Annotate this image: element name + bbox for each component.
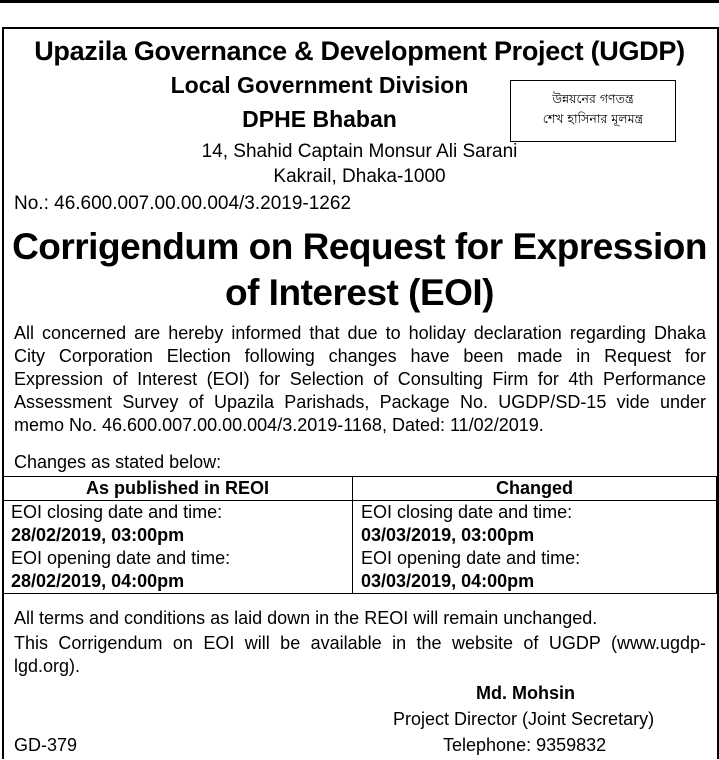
changed-closing-label: EOI closing date and time: xyxy=(361,502,573,522)
table-header-row xyxy=(3,477,717,501)
notice-paragraph: All concerned are hereby informed that due to holiday declaration regarding Dhaka City Corporation Election following changes have been made in Request for Expression of Interest (EOI) for Selection of Consulting Firm for 4th Performance Assessment Survey of Upazila Parishads, Package No. UGDP/SD-15 vide under memo No. 46.600.007.00.00.004/3.2019-1168, Dated: 11/02/2019. xyxy=(14,323,706,435)
building-name: DPHE Bhaban xyxy=(242,106,397,132)
changed-closing-value: 03/03/2019, 03:00pm xyxy=(361,525,535,545)
terms-note: All terms and conditions as laid down in the REOI will remain unchanged. xyxy=(14,608,598,628)
top-border-line xyxy=(0,0,719,3)
header-published: As published in REOI xyxy=(3,477,353,501)
signatory-title: Project Director (Joint Secretary) xyxy=(393,709,655,729)
project-title: Upazila Governance & Development Project (UGDP) xyxy=(34,36,685,66)
table-row xyxy=(3,501,717,594)
published-cell xyxy=(3,501,353,594)
changes-table xyxy=(2,476,717,594)
notice-title-line-2: of Interest (EOI) xyxy=(224,272,495,313)
slogan-line-2: শেখ হাসিনার মূলমন্ত্র xyxy=(542,111,644,126)
published-opening-value: 28/02/2019, 04:00pm xyxy=(11,571,185,591)
document-code: GD-379 xyxy=(14,735,78,755)
published-closing-value: 28/02/2019, 03:00pm xyxy=(11,525,185,545)
slogan-line-1: উন্নয়নের গণতন্ত্র xyxy=(552,91,634,106)
published-closing-label: EOI closing date and time: xyxy=(11,502,223,522)
notice-title-line-1: Corrigendum on Request for Expression xyxy=(12,226,707,267)
address-line-2: Kakrail, Dhaka-1000 xyxy=(273,166,446,187)
changed-opening-value: 03/03/2019, 04:00pm xyxy=(361,571,535,591)
telephone: Telephone: 9359832 xyxy=(443,735,607,755)
slogan-stamp xyxy=(510,80,676,142)
header-changed: Changed xyxy=(353,477,717,501)
website-note: This Corrigendum on EOI will be available in the website of UGDP (www.ugdp-lgd.org). xyxy=(14,633,706,676)
changed-opening-label: EOI opening date and time: xyxy=(361,548,581,568)
published-opening-label: EOI opening date and time: xyxy=(11,548,231,568)
division-name: Local Government Division xyxy=(170,72,469,98)
changes-label: Changes as stated below: xyxy=(14,452,222,472)
signatory-name: Md. Mohsin xyxy=(476,683,575,703)
changed-cell xyxy=(353,501,717,594)
memo-number: No.: 46.600.007.00.00.004/3.2019-1262 xyxy=(14,193,352,214)
address-line-1: 14, Shahid Captain Monsur Ali Sarani xyxy=(201,141,518,162)
